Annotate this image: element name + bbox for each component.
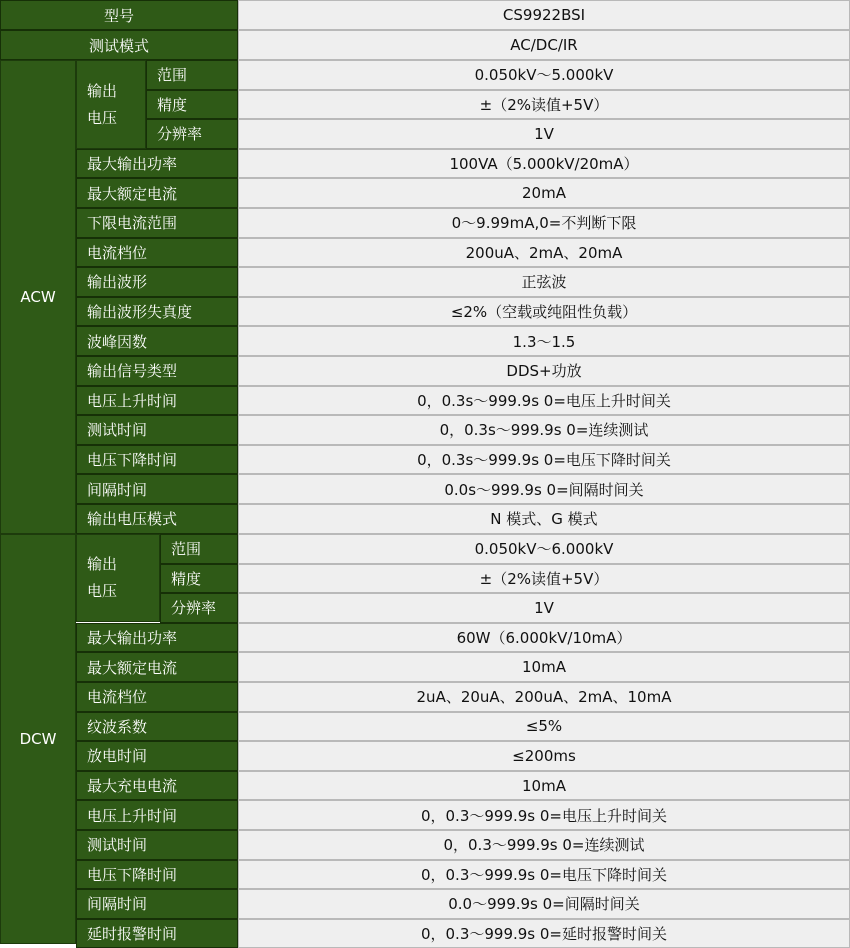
dcw-output-voltage-line1: 输出 [87,555,118,573]
acw-param-value: 1V [238,119,850,149]
dcw-row-label: 最大额定电流 [76,652,238,682]
dcw-param-value: 0.050kV～6.000kV [238,534,850,564]
acw-row-label: 测试时间 [76,415,238,445]
acw-param-label: 精度 [146,90,238,120]
acw-row-value: DDS+功放 [238,356,850,386]
model-value: CS9922BSI [238,0,850,30]
dcw-section-label: DCW [0,534,76,944]
acw-row-value: 200uA、2mA、20mA [238,238,850,268]
dcw-row-label: 最大充电电流 [76,771,238,801]
dcw-row-value: 0，0.3～999.9s 0=电压下降时间关 [238,860,850,890]
acw-output-voltage-label [76,60,146,149]
acw-row-value: N 模式、G 模式 [238,504,850,534]
acw-output-voltage-line2: 电压 [87,108,118,127]
acw-row-label: 输出波形 [76,267,238,297]
dcw-row-label: 间隔时间 [76,889,238,919]
acw-row-value: 0.0s～999.9s 0=间隔时间关 [238,474,850,504]
acw-row-label: 电流档位 [76,238,238,268]
acw-row-value: 1.3～1.5 [238,326,850,356]
dcw-row-label: 延时报警时间 [76,919,238,948]
dcw-row-label: 电压上升时间 [76,800,238,830]
dcw-row-label: 最大输出功率 [76,623,238,653]
acw-param-label: 范围 [146,60,238,90]
acw-param-value: ±（2%读值+5V） [238,90,850,120]
acw-row-label: 下限电流范围 [76,208,238,238]
acw-row-value: 0，0.3s～999.9s 0=电压上升时间关 [238,386,850,416]
acw-row-value: 0，0.3s～999.9s 0=连续测试 [238,415,850,445]
acw-row-value: 正弦波 [238,267,850,297]
acw-row-value: 0～9.99mA,0=不判断下限 [238,208,850,238]
dcw-row-value: 0.0～999.9s 0=间隔时间关 [238,889,850,919]
acw-row-value: 100VA（5.000kV/20mA） [238,149,850,179]
dcw-param-label: 范围 [160,534,238,564]
dcw-param-value: ±（2%读值+5V） [238,564,850,594]
dcw-row-label: 电压下降时间 [76,860,238,890]
dcw-row-value: 10mA [238,652,850,682]
dcw-output-voltage-label [76,534,160,622]
dcw-param-value: 1V [238,593,850,623]
acw-row-label: 间隔时间 [76,474,238,504]
acw-row-label: 电压上升时间 [76,386,238,416]
acw-row-value: ≤2%（空载或纯阻性负载） [238,297,850,327]
acw-row-label: 波峰因数 [76,326,238,356]
dcw-row-value: 10mA [238,771,850,801]
acw-output-voltage-line1: 输出 [87,81,118,100]
dcw-row-label: 测试时间 [76,830,238,860]
acw-row-label: 输出信号类型 [76,356,238,386]
dcw-row-label: 电流档位 [76,682,238,712]
acw-row-value: 20mA [238,178,850,208]
test-mode-label: 测试模式 [0,30,238,60]
dcw-row-value: 60W（6.000kV/10mA） [238,623,850,653]
acw-row-value: 0，0.3s～999.9s 0=电压下降时间关 [238,445,850,475]
test-mode-value: AC/DC/IR [238,30,850,60]
acw-row-label: 输出电压模式 [76,504,238,534]
dcw-param-label: 分辨率 [160,593,238,623]
dcw-row-label: 纹波系数 [76,712,238,742]
acw-row-label: 最大额定电流 [76,178,238,208]
acw-row-label: 输出波形失真度 [76,297,238,327]
acw-param-label: 分辨率 [146,119,238,149]
dcw-row-value: 0，0.3～999.9s 0=连续测试 [238,830,850,860]
dcw-row-value: ≤200ms [238,741,850,771]
acw-row-label: 最大输出功率 [76,149,238,179]
acw-row-label: 电压下降时间 [76,445,238,475]
model-label: 型号 [0,0,238,30]
dcw-param-label: 精度 [160,564,238,594]
dcw-row-value: 0，0.3～999.9s 0=延时报警时间关 [238,919,850,948]
dcw-row-value: ≤5% [238,712,850,742]
acw-param-value: 0.050kV～5.000kV [238,60,850,90]
dcw-row-value: 2uA、20uA、200uA、2mA、10mA [238,682,850,712]
dcw-row-label: 放电时间 [76,741,238,771]
dcw-output-voltage-line2: 电压 [87,582,118,600]
acw-section-label: ACW [0,60,76,534]
dcw-row-value: 0，0.3～999.9s 0=电压上升时间关 [238,800,850,830]
